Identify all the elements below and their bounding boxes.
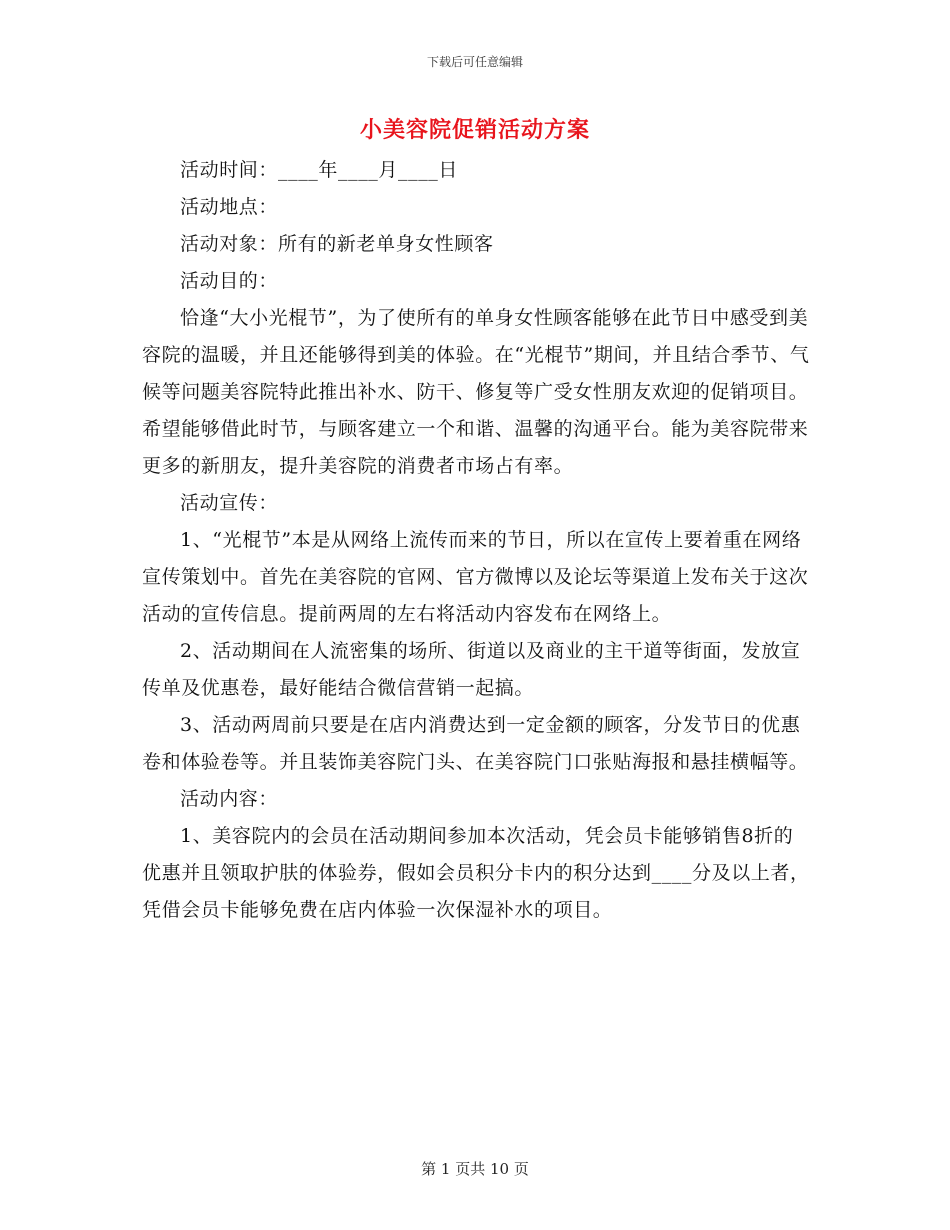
paragraph-promotion-1: 1、“光棍节”本是从网络上流传而来的节日，所以在宣传上要着重在网络宣传策划中。首先在美容院的官网、官方微博以及论坛等渠道上发布关于这次活动的宣传信息。提前两周的左右将活动内容发布在网络上。 — [142, 529, 809, 625]
paragraph-activity-purpose-heading: 活动目的： — [180, 270, 279, 292]
page-footer: 第 1 页共 10 页 — [421, 1160, 529, 1178]
document-title: 小美容院促销活动方案 — [359, 117, 590, 143]
paragraph-promotion-2: 2、活动期间在人流密集的场所、街道以及商业的主干道等街面，发放宣传单及优惠卷，最好能结合微信营销一起搞。 — [142, 640, 801, 699]
paragraph-activity-purpose: 恰逢“大小光棍节”，为了使所有的单身女性顾客能够在此节日中感受到美容院的温暖，并且还能够得到美的体验。在“光棍节”期间，并且结合季节、气候等问题美容院特此推出补水、防干、修复等广受女性朋友欢迎的促销项目。希望能够借此时节，与顾客建立一个和谐、温馨的沟通平台。能为美容院带来更多的新朋友，提升美容院的消费者市场占有率。 — [142, 307, 810, 477]
document-body — [142, 152, 810, 929]
page-header: 下载后可任意编辑 — [426, 55, 523, 69]
paragraph-promotion-heading: 活动宣传： — [180, 492, 279, 514]
paragraph-activity-target: 活动对象：所有的新老单身女性顾客 — [180, 233, 494, 255]
paragraph-content-heading: 活动内容： — [180, 788, 279, 810]
paragraph-activity-location: 活动地点： — [180, 196, 279, 218]
paragraph-promotion-3: 3、活动两周前只要是在店内消费达到一定金额的顾客，分发节日的优惠卷和体验卷等。并且装饰美容院门头、在美容院门口张贴海报和悬挂横幅等。 — [142, 714, 809, 773]
paragraph-content-1: 1、美容院内的会员在活动期间参加本次活动，凭会员卡能够销售8折的优惠并且领取护肤的体验券，假如会员积分卡内的积分达到____分及以上者，凭借会员卡能够免费在店内体验一次保湿补水的项目。 — [142, 825, 810, 921]
paragraph-activity-time: 活动时间：____年____月____日 — [180, 159, 459, 181]
